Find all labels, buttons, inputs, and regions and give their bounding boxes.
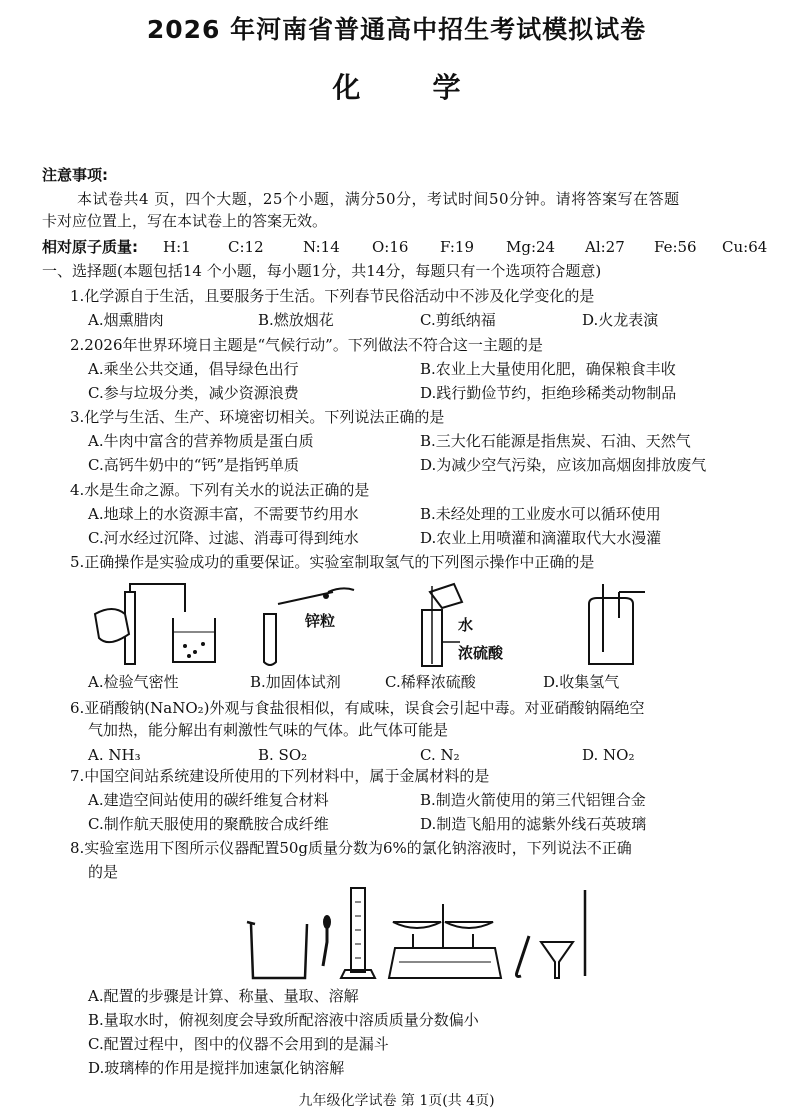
q7-option-a[interactable]: A.建造空间站使用的碳纤维复合材料	[88, 791, 329, 809]
q8-stem-line-1: 8.实验室选用下图所示仪器配置50g质量分数为6%的氯化钠溶液时，下列说法不正确	[70, 839, 632, 857]
q8-option-c[interactable]: C.配置过程中，图中的仪器不会用到的是漏斗	[88, 1035, 389, 1053]
notice-line-1: 本试卷共4 页，四个大题，25个小题，满分50分，考试时间50分钟。请将答案写在答题	[77, 190, 680, 208]
q5-option-a[interactable]: A.检验气密性	[88, 673, 179, 691]
q6-stem-line-2: 气加热，能分解出有刺激性气味的气体。此气体可能是	[88, 721, 449, 739]
q1-option-b[interactable]: B.燃放烟花	[258, 311, 334, 329]
instruments-figure	[245, 882, 595, 982]
q2-option-c[interactable]: C.参与垃圾分类，减少资源浪费	[88, 384, 299, 402]
q3-stem: 3.化学与生活、生产、环境密切相关。下列说法正确的是	[70, 408, 445, 426]
atomic-mass-f: F:19	[440, 238, 475, 256]
beaker-icon	[247, 922, 307, 978]
q8-stem-line-2: 的是	[88, 863, 119, 881]
acid-label: 浓硫酸	[458, 644, 504, 662]
q2-option-d[interactable]: D.践行勤俭节约，拒绝珍稀类动物制品	[420, 384, 677, 402]
q2-option-a[interactable]: A.乘坐公共交通，倡导绿色出行	[88, 360, 299, 378]
q1-stem: 1.化学源自于生活，且要服务于生活。下列春节民俗活动中不涉及化学变化的是	[70, 287, 595, 305]
notice-line-2: 卡对应位置上，写在本试卷上的答案无效。	[42, 212, 328, 230]
graduated-cylinder-icon	[341, 888, 375, 978]
atomic-mass-cu: Cu:64	[722, 238, 768, 256]
q8-option-b[interactable]: B.量取水时，俯视刻度会导致所配溶液中溶质质量分数偏小	[88, 1011, 479, 1029]
q4-option-c[interactable]: C.河水经过沉降、过滤、消毒可得到纯水	[88, 529, 359, 547]
q6-option-c[interactable]: C. N₂	[420, 746, 460, 764]
q8-option-d[interactable]: D.玻璃棒的作用是搅拌加速氯化钠溶解	[88, 1059, 345, 1077]
atomic-mass-al: Al:27	[585, 238, 625, 256]
airtightness-check-figure	[85, 582, 225, 670]
q4-option-b[interactable]: B.未经处理的工业废水可以循环使用	[420, 505, 661, 523]
q1-option-a[interactable]: A.烟熏腊肉	[88, 311, 164, 329]
water-label: 水	[458, 616, 474, 634]
q3-option-b[interactable]: B.三大化石能源是指焦炭、石油、天然气	[420, 432, 691, 450]
q3-option-d[interactable]: D.为减少空气污染，应该加高烟囱排放废气	[420, 456, 707, 474]
balance-icon	[389, 904, 501, 978]
q6-stem-line-1: 6.亚硝酸钠(NaNO₂)外观与食盐很相似，有咸味，误食会引起中毒。对亚硝酸钠隔绝空	[70, 699, 645, 717]
q1-option-c[interactable]: C.剪纸纳福	[420, 311, 496, 329]
q7-option-b[interactable]: B.制造火箭使用的第三代铝锂合金	[420, 791, 646, 809]
q6-option-b[interactable]: B. SO₂	[258, 746, 308, 764]
q5-option-b[interactable]: B.加固体试剂	[250, 673, 341, 691]
q3-option-a[interactable]: A.牛肉中富含的营养物质是蛋白质	[88, 432, 314, 450]
atomic-mass-n: N:14	[303, 238, 340, 256]
q7-stem: 7.中国空间站系统建设所使用的下列材料中，属于金属材料的是	[70, 767, 490, 785]
q4-option-d[interactable]: D.农业上用喷灌和滴灌取代大水漫灌	[420, 529, 662, 547]
q4-option-a[interactable]: A.地球上的水资源丰富，不需要节约用水	[88, 505, 359, 523]
dropper-icon	[323, 915, 331, 966]
q7-option-d[interactable]: D.制造飞船用的滤紫外线石英玻璃	[420, 815, 647, 833]
atomic-mass-label: 相对原子质量:	[42, 238, 138, 256]
spatula-icon	[517, 936, 530, 977]
q4-stem: 4.水是生命之源。下列有关水的说法正确的是	[70, 481, 370, 499]
atomic-mass-h: H:1	[163, 238, 191, 256]
q2-option-b[interactable]: B.农业上大量使用化肥，确保粮食丰收	[420, 360, 676, 378]
subject-title: 化学	[332, 71, 533, 104]
q2-stem: 2.2026年世界环境日主题是“气候行动”。下列做法不符合这一主题的是	[70, 336, 543, 354]
q6-option-d[interactable]: D. NO₂	[582, 746, 635, 764]
q6-option-a[interactable]: A. NH₃	[88, 746, 141, 764]
atomic-mass-c: C:12	[228, 238, 264, 256]
collect-hydrogen-figure	[575, 582, 655, 670]
section-heading: 一、选择题(本题包括14 个小题，每小题1分，共14分，每题只有一个选项符合题意)	[42, 262, 602, 280]
zinc-label: 锌粒	[305, 612, 336, 630]
q8-option-a[interactable]: A.配置的步骤是计算、称量、量取、溶解	[88, 987, 359, 1005]
funnel-icon	[541, 942, 573, 978]
atomic-mass-mg: Mg:24	[506, 238, 556, 256]
q1-option-d[interactable]: D.火龙表演	[582, 311, 659, 329]
q5-stem: 5.正确操作是实验成功的重要保证。实验室制取氢气的下列图示操作中正确的是	[70, 553, 595, 571]
exam-title: 2026 年河南省普通高中招生考试模拟试卷	[146, 15, 647, 44]
atomic-mass-o: O:16	[372, 238, 409, 256]
q5-option-d[interactable]: D.收集氢气	[543, 673, 620, 691]
q3-option-c[interactable]: C.高钙牛奶中的“钙”是指钙单质	[88, 456, 300, 474]
q5-option-c[interactable]: C.稀释浓硫酸	[385, 673, 476, 691]
notice-heading: 注意事项:	[42, 166, 108, 184]
atomic-mass-fe: Fe:56	[654, 238, 697, 256]
q7-option-c[interactable]: C.制作航天服使用的聚酰胺合成纤维	[88, 815, 329, 833]
page-footer: 九年级化学试卷 第 1页(共 4页)	[298, 1093, 495, 1109]
